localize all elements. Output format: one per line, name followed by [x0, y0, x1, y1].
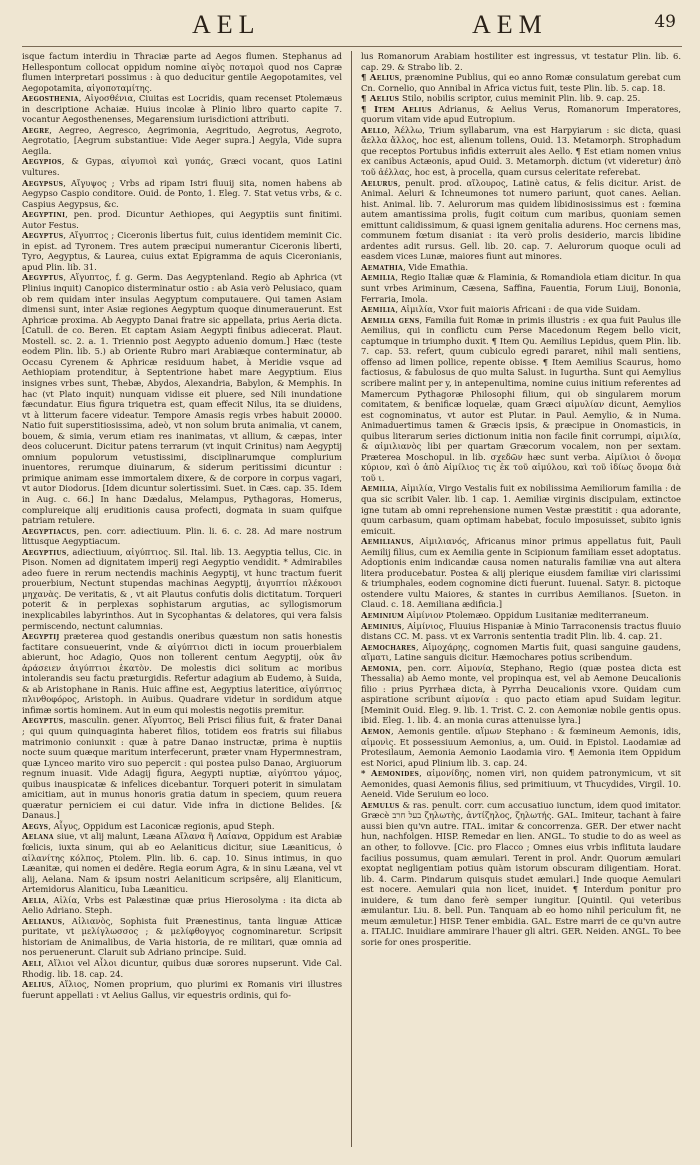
entry-headword: Aegyptij [22, 631, 60, 642]
entry-headword: Aemilia gens [361, 314, 420, 325]
entry-text: , adiectiuum, αἰγύπτιος. Sil. Ital. lib. 13. Aegyptia tellus, Cic. in Pison. Nomen ad dignitatem imperij regi Aegyptio vendidit. * Admirabiles adeo fuere in rerum nectendis machinis Aegyptij, vt hunc tractum fuerit prouerbium, Nectunt stupendas machinas Aegyptij, ἀιγυπτίοι πλέκουσι μηχανὰς. De veritatis, & , vt ait Plautus confutis dolis dictitatum. Torqueri poterit & in perplexas sophistarum argutias, ac syllogismorum inexplicabiles labyrinthos. Aut in Sycophantas & delatores, qui vera falsis permiscendo, nectunt calumnias. [22, 546, 342, 631]
dictionary-entry [361, 642, 681, 663]
entry-headword: Aelia [22, 894, 47, 905]
entry-headword: Aemilia [361, 304, 396, 315]
page-number: 49 [654, 12, 676, 32]
entry-headword: Aemon [361, 726, 391, 736]
dictionary-entry [22, 209, 342, 230]
dictionary-entry [22, 831, 342, 894]
dictionary-entry [361, 621, 681, 642]
entry-text: præterea quod gestandis oneribus quæstum non satis honestis factitare consueuerint, vnde & αἰγύπτιοι dicti in iocum prouerbialem abierunt, hoc Adagio, Quos non tollerent centum Aegyptij, οὐκ ἂν ἀράσειεν ἀιγύπτιοι ἑκατὸν. De molestis dici solitum ac moribus intolerandis seu factu præturgidis. Refertur adagium ab Eudemo, à Suida, & ab Aristophane in Ranis. Huic affine est, Aegyptius lateritice, αἰγύπτιος πλινθοφόρος, Aristoph. in Auibus. Quadrare videtur in sordidum atque infimæ sortis hominem. Aut in eum qui molestis negotiis premitur. [22, 631, 342, 715]
dictionary-entry [22, 895, 342, 916]
entry-headword: Aello [361, 124, 388, 135]
dictionary-entry [22, 51, 342, 93]
entry-headword: Aemochares [361, 641, 416, 652]
entry-text: , αἱμονίδης, nomen viri, non quidem patronymicum, vt sit Aemonides, quasi Aemonis filius, sed primitiuum, vt Thucydides, Virgil. 10. Aeneid. Vide Seruium eo loco. [361, 768, 681, 800]
entry-text: , Αἰμιλία, Vxor fuit maioris Africani : de qua vide Suidam. [395, 304, 641, 315]
entry-text: , Aegreo, Aegresco, Aegrimonia, Aegritudo, Aegrotus, Aegroto, Aegrotatio, [Aegrum substantiue: Vide Aeger supra.] Aegyla, Vide supra Aegila. [22, 124, 342, 156]
entry-headword: Aegyptus [22, 715, 64, 726]
dictionary-entry [22, 93, 342, 125]
dictionary-entry [361, 768, 681, 800]
dictionary-entry [22, 526, 342, 547]
entry-headword: Aegypsus [22, 177, 64, 188]
dictionary-entry [361, 315, 681, 484]
dictionary-entry [22, 958, 342, 979]
entry-headword: Aemilia [361, 483, 396, 494]
entry-text: , Aemonis gentile. αἵμων Stephano : & fœmineum Aemonis, idis, αἱμονὶς. Et possessiuum Aemonius, a, um. Ouid. in Epistol. Laodamiæ ad Protesilaum, Aemonia Aemonio Laodamia viro. ¶ Aemonia item Oppidum est Norici, apud Plinium lib. 3. cap. 24. [361, 726, 681, 768]
entry-text: , Αἴγυπτος ; Ciceronis libertus fuit, cuius identidem meminit Cic. in epist. ad Tyronem. Tres autem præcipui numerantur Ciceronis liberti, Tyro, Aegyptus, & Laurea, cuius extat Epigramma de aquis Ciceronianis, apud Plin. lib. 31. [22, 230, 342, 272]
entry-headword: Aemilia [361, 272, 396, 283]
dictionary-entry [22, 272, 342, 525]
entry-text: , Αἰμίνιος, Fluuius Hispaniæ à Minio Tarraconensis tractus fluuio distans CC. M. pass. vt ex Varronis sententia tradit Plin. lib. 4. cap. 21. [361, 620, 681, 642]
dictionary-entry [22, 715, 342, 820]
entry-headword: * Aemonides [361, 768, 420, 779]
entry-text: , pen. corr. adiectiuum. Plin. li. 6. c. 28. Ad mare nostrum littusque Aegyptiacum. [22, 525, 342, 547]
entry-headword: Aemonia [361, 662, 399, 673]
entry-text: , Αἴγυπτος, f. g. Germ. Das Aegyptenland. Regio ab Aphrica (vt Plinius inquit) Canopico disterminatur ostio : ab Asia verò Pelusiaco, quam ob rem quidam inter insulas Aegyptum computauere. Qui tamen Asiam dimensi sunt, inter Asiæ regiones Aegyptum quoque dinumerauerunt. Est Aphricæ proxima. Ab Aegypto Danai fratre sic appellata, prius Aeria dicta. [Catull. de co. Beren. Et captam Asiam Aegypti finibus adiecerat. Plaut. Mostell. sc. 2. a. 1. Triennio post Aegypto aduenio domum.] Hæc (teste eodem Plin. lib. 5.) ab Oriente Rubro mari Arabiæque conterminatur, ab Occasu Cyrenem & Aphricæ residuum habet, à Meridie vsque ad Aethiopiam protenditur, à Septentrione habet mare Aegyptium. Eius insignes vrbes sunt, Thebæ, Abydos, Alexandria, Babylon, & Memphis. In hac (vt Plato inquit) nunquam vidisse eit pluere, sed Nili inundatione fæcundatur. Eius figura triquetra est, quam effecit Nilus, ita se diuidens, vt à litterum facere videatur. Tempore Amasis regis vrbes habuit 20000. Natio fuit superstitiosissima, adeò, vt non solum bruta animalia, vt canem, bouem, & simia, verum etiam res inanimatas, vt allium, & cæpas, inter deos colucerunt. Dicitur patens terrarum (vt inquit Crinitus) nam Aegyptij omnium populorum vetustissimi, disciplinarumque complurium inuentores, rerumque diuinarum, & siderum peritissimi dicuntur : primique animam esse immortalem dixere, & de corpore in corpus vagari, vt autor Diodorus. [Idem dicuntur solertissimi. Suet. in Cæs. cap. 35. Idem in Aug. c. 66.] In hanc Dædalus, Melampus, Pythagoras, Homerus, complureique alij eruditionis causa profecti, dogmata in suam quifque patriam retulere. [22, 272, 342, 526]
entry-headword: Aemilianus [361, 536, 412, 547]
entry-text: , Αἰλία, Vrbs est Palæstinæ quæ prius Hierosolyma : ita dicta ab Aelio Adriano. Steph. [22, 894, 342, 916]
dictionary-entry [361, 800, 681, 948]
entry-headword: Aelianus [22, 915, 63, 926]
entry-headword: Aegys [22, 820, 49, 831]
entry-text: , Αἰμιλία, Virgo Vestalis fuit ex nobilissima Aemiliorum familia : de qua sic scribit Valer. lib. 1 cap. 1. Aemiliæ virginis discipulam, extinctoe igne tutam ab omni reprehensione numen Vestæ præstitit : qua adorante, quum carbasum, quam optimam habebat, foculo imposuisset, subito ignis emicuit. [361, 483, 681, 536]
entry-text: Stilo, nobilis scriptor, cuius meminit Plin. lib. 9. cap. 25. [399, 93, 641, 104]
dictionary-entry [22, 979, 342, 1000]
entry-headword: Aegyptiacus [22, 525, 77, 536]
dictionary-entry [361, 272, 681, 304]
dictionary-entry [361, 304, 681, 315]
dictionary-entry [22, 156, 342, 177]
entry-headword: Aegypios [22, 156, 62, 167]
entry-text: , Αἶγυς, Oppidum est Laconicæ regionis, apud Steph. [48, 820, 275, 831]
entry-text: , pen. corr. Αἰμονία, Stephano, Regio (quæ postea dicta est Thessalia) ab Aemo monte, vel propinqua est, vel ab Aemone Deucalionis filio : prius Pyrrhæa dicta, à Pyrrha Deucalionis vxore. Quidam cum aspiratione scribunt αἱμονία : quo pacto etiam apud Suidam legitur. [Meminit Ouid. Eleg. 9. lib. 1. Trist. C. 2. con Aemoniæ nobile gentis opus. ibid. Eleg. 1. lib. 4. an monia curas attenuisse lyra.] [361, 662, 681, 726]
entry-text: & ras. penult. corr. cum accusatiuo iunctum, idem quod imitator. Græcè בעל חרב ζηλωτὴς, ἀντίζηλος, ζηλωτής. GAL. Imiteur, tachant à faire aussi bien qu'vn autre. ITAL. imitar & concorrenza. GER. Der etwer nacht hun, nachfolgen. HISP. Remedar en lien. ANGL. To studie to do as weel as an other, to follovve. [Cic. pro Flacco ; Omnes eius vrbis inflituta laudare facilius possumus, quam æmulari. Terent in prol. Andr. Quorum æmulari exoptat negligentiam potius quàm istorum obscuram diligentiam. Horat. lib. 4. Carm. Pindarum quisquis studet æmulari.] Inde quoque Aemulari est nocere. Aemulari quia non licet, inuidet. ¶ Interdum ponitur pro inuidere, & tum dano ferè semper iungitur. [Quintil. Qui veteribus æmulantur. Liu. 8. bell. Pun. Tanquam ab eo homo nihil periculum fit, ne meum æmuletur.] HISP. Tener embidia. GAL. Estre marri de ce qu'vn autre a. ITALIC. Inuidiare ammirare l'hauer gli altri. GER. Neiden. ANGL. To bee sorie for ones prosperitie. [361, 799, 681, 947]
dictionary-entry [22, 178, 342, 210]
dictionary-entry [361, 178, 681, 262]
entry-text: siue, vt alij malunt, Læana Αἴλανα ἢ Λαίανα, Oppidum est Arabiæ fœlicis, iuxta sinum, qui ab eo Aelaniticus dicitur, siue Læaniticus, ὁ αἰλανίτης κόλπος, Ptolem. Plin. lib. 6. cap. 10. Sinus intimus, in quo Læanitæ, qui nomen ei dedêre. Regia eorum Agra, & in sinu Læana, vel vt alij, Aelana. Nam & ipsum nostri Aelaniticum scripsêre, alij Elaniticum, Artemidorus Alaniticu, Iuba Læaniticu. [22, 831, 342, 895]
entry-text: , Αἰμιλιανός, Africanus minor primus appellatus fuit, Pauli Aemilij filius, cum ex Aemilia gente in Scipionum familiam esset adoptatus. Adoptionis enim indicandæ causa nomen naturalis familiæ vna aut altera litera producebatur. Postea & alij plerique eiusdem familiæ viri clarissimi & triumphales, eodem cognomine dicti fuerunt. Iuuenal. Satyr. 8. pictoque ostendere vultu Maiores, & stantes in curribus Aemilianos. [Sueton. in Claud. c. 18. Aemiliana ædificia.] [361, 536, 681, 610]
column-divider [351, 51, 352, 1147]
entry-headword: Aegosthenia [22, 93, 79, 104]
entry-headword: Aegyptus [22, 230, 64, 241]
entry-text: , Regio Italiæ quæ & Flaminia, & Romandiola etiam dicitur. In qua sunt vrbes Ariminum, Cæsena, Saffina, Fauentia, Forum Liuij, Bononia, Ferraria, Imola. [361, 272, 681, 304]
entry-headword: Aelius [22, 979, 52, 990]
entry-text: , Αἴλιος, Nomen proprium, quo plurimi ex Romanis viri illustres fuerunt appellati : vt Aelius Gallus, vir equestris ordinis, qui fo- [22, 979, 342, 1000]
entry-headword: ¶ Aelius [361, 72, 400, 83]
dictionary-entry [22, 631, 342, 715]
dictionary-entry [361, 536, 681, 610]
dictionary-entry [361, 483, 681, 536]
entry-headword: Aeminius [361, 620, 402, 631]
running-head-right: AEM [472, 10, 548, 39]
dictionary-entry [361, 610, 681, 621]
entry-text: , Αἰλιανὸς, Sophista fuit Prænestinus, tanta linguæ Atticæ puritate, vt μελίγλωσσος ; & μελίφθογγος cognominaretur. Scripsit historiam de Animalibus, de Varia historia, de re militari, quæ omnia ad nos peruenerunt. Claruit sub Adriano principe. Suid. [22, 915, 342, 958]
entry-text: , Ἀέλλω, Trium syllabarum, vna est Harpyiarum : sic dicta, quasi ἄελλα ἄλλος, hoc est, alienum tollens, Ouid. 13. Metamorph. Strophadum que receptos Portubus infidis exterruit ales Aello. ¶ Est etiam nomen vnius ex canibus Actæonis, apud Ouid. 3. Metamorph. dictum (vt videretur) ἀπὸ τοῦ ἀέλλας, hoc est, à procella, quam cursus celeritate referebat. [361, 124, 681, 178]
two-column-body [22, 51, 682, 1151]
entry-text: , Αἴλιοι vel Αἶλοι dicuntur, quibus duæ sorores nupserunt. Vide Cal. Rhodig. lib. 18. cap. 24. [22, 958, 342, 979]
dictionary-entry [22, 916, 342, 958]
dictionary-entry [361, 125, 681, 178]
entry-headword: Aelurus [361, 177, 398, 188]
dictionary-entry [22, 547, 342, 631]
entry-headword: Aegyptus [22, 272, 64, 283]
dictionary-entry [361, 104, 681, 125]
dictionary-entry [22, 821, 342, 832]
entry-text: isque factum interdiu in Thraciæ parte ad Aegos flumen. Stephanus ad Hellespontum collocat oppidum nomine αἰγὸς ποταμοὶ quod nos Capræ flumen interpretari possimus : à quo deducitur gentile Aegopotamites, vel Aegopotamita, αἰγοποταμίτης. [22, 51, 342, 93]
dictionary-entry [22, 230, 342, 272]
right-column [361, 51, 681, 1151]
entry-headword: Aeminium [361, 609, 405, 620]
dictionary-entry [361, 726, 681, 768]
entry-headword: ¶ Aelius [361, 93, 400, 104]
entry-text: , masculin. gener. Αἴγυπτος, Beli Prisci filius fuit, & frater Danai ; qui quum quinquaginta haberet filios, totidem eos fratris sui filiabus matrimonio coniunxit : quæ à patre Danao instructæ, prima è nuptiis nocte suum quæque maritum interfecerunt, præter vnam Hypermnestram, quæ Lynceo marito viro suo pepercit : qui postea pulso Danao, Argiuorum regnum inuasit. Vide Adagij figura, Aegypti nuptiæ, αἰγύπτου γάμος, quibus inauspicatæ & infelices dicebantur. Torqueri poterit in simulatam amicitiam, aut in munus honoris gratia datum in speciem, quum reuera quæratur perniciem ei cui datur. Vide infra in dictione Belides. [& Danaus.] [22, 715, 342, 821]
entry-headword: Aelana [22, 831, 54, 842]
entry-text: , prænomine Publius, qui eo anno Romæ consulatum gerebat cum Cn. Cornelio, quo Annibal in Africa victus fuit, teste Plin. lib. 5. cap. 18. [361, 72, 681, 93]
dictionary-entry [361, 51, 681, 72]
running-header [22, 6, 682, 47]
running-head-left: AEL [192, 10, 261, 39]
entry-headword: Aeli [22, 958, 42, 969]
dictionary-entry [361, 262, 681, 273]
entry-headword: ¶ Item Aelius [361, 103, 432, 114]
left-column [22, 51, 342, 1151]
dictionary-entry [361, 72, 681, 93]
entry-text: , Vide Emathia. [403, 261, 469, 272]
entry-headword: Aemulus [361, 799, 400, 810]
entry-text: Αἰμίνιον Ptolemæo. Oppidum Lusitaniæ mediterraneum. [404, 609, 649, 620]
entry-text: , Αἰμοχάρης, cognomen Martis fuit, quasi sanguine gaudens, αἵματι, Latine sanguis dicitur. Hæmochares potius scribendum. [361, 641, 681, 663]
entry-text: Adrianus, & Aelius Verus, Romanorum Imperatores, quorum vitam vide apud Eutropium. [361, 103, 681, 125]
entry-text: , & Gypas, αἰγυπιοὶ καὶ γυπάς, Græci vocant, quos Latini vultures. [22, 156, 342, 178]
entry-text: , penult. prod. αἴλουρος, Latinè catus, & felis dicitur. Arist. de Animal. Aeluri & Ichneumones tot numero pariunt, quot canes. Aelian. hist. Animal. lib. 7. Aelurorum mas quidem libidinosissimus est : fœmina autem amantissima prolis, fugit coitum cum maribus, quoniam semen emittunt calidissimum, & quasi ignem genitalia adurens. Hoc cernens mas, communem fœtum disaniat : ita verò prolis desiderio, marcis libidine ardentes adit rursus. Gell. lib. 20. cap. 7. Aelurorum quoque oculi ad easdem vices Lunæ, maiores fiunt aut minores. [361, 177, 681, 262]
entry-headword: Aegyptius [22, 546, 67, 557]
dictionary-entry [361, 663, 681, 726]
entry-text: , Familia fuit Romæ in primis illustris : ex qua fuit Paulus ille Aemilius, qui in conflictu cum Perse Macedonum Regem bello vicit, captumque in triumpho duxit. ¶ Item Qu. Aemilius Lepidus, quem Plin. lib. 7. cap. 53. refert, quum cubiculo egredi pararet, nihil mali sentiens, offenso ad limen pollice, repente obisse. ¶ Item Aemilius Scaurus, homo factiosus, & fabulosus de quo multa Salust. in Iugurtha. Sunt qui Aemylius scribere malint per y, in antepenultima, nomine cuius initium referentes ad Mamercum Pythagoræ Philosophi filium, qui ob singularem morum comitatem, & benificæ loquelæ, quam Græci αἰμυλίαν dicunt, Aemylios est cognominatus, vt autor est Plutar. in Paul. Aemylio, & in Numa. Animaduertimus tamen & Græcis ipsis, & præcipue in Onomasticis, in quibus literarum series dictionum initia non facile finit corrumpi, αἰμιλία, & αἰμιλιανὸς libi per quartam Græcorum vocalem, non per sextam. Præterea Moschopul. in lib. σχεδῶν hæc sunt verba. Αἰμίλιοι ὁ ὄνομα κύριον, καὶ ὁ ἀπὸ Αἰμίλιος τις ἐκ τοῦ αἰμύλου, καὶ τοῦ ἰδίως ὄνομα διὰ τοῦ ι. [361, 314, 681, 483]
dictionary-entry [22, 125, 342, 157]
dictionary-entry [361, 93, 681, 104]
entry-headword: Aegyptini [22, 209, 66, 220]
entry-text: , pen. prod. Dicuntur Aethiopes, qui Aegyptiis sunt finitimi. Autor Festus. [22, 209, 342, 230]
entry-headword: Aegre [22, 124, 50, 135]
entry-text: , Αἴγυψος ; Vrbs ad ripam Istri fluuij sita, nomen habens ab Aegypso Caspio conditore. Ouid. de Ponto, 1. Eleg. 7. Stat vetus vrbs, & c. Caspius Aegypsus, &c. [22, 177, 342, 209]
entry-text: lus Romanorum Arabiam hostiliter est ingressus, vt testatur Plin. lib. 6. cap. 29. & Strabo lib. 2. [361, 51, 681, 72]
entry-text: , Αἰγοσθένια, Ciuitas est Locridis, quam recenset Ptolemæus in descriptione Achaiæ. Huius incolæ à Plinio libro quarto capite 7. vocantur Aegosthenenses, Megarensium iurisdictioni attributi. [22, 93, 342, 125]
entry-headword: Aemathia [361, 261, 404, 272]
